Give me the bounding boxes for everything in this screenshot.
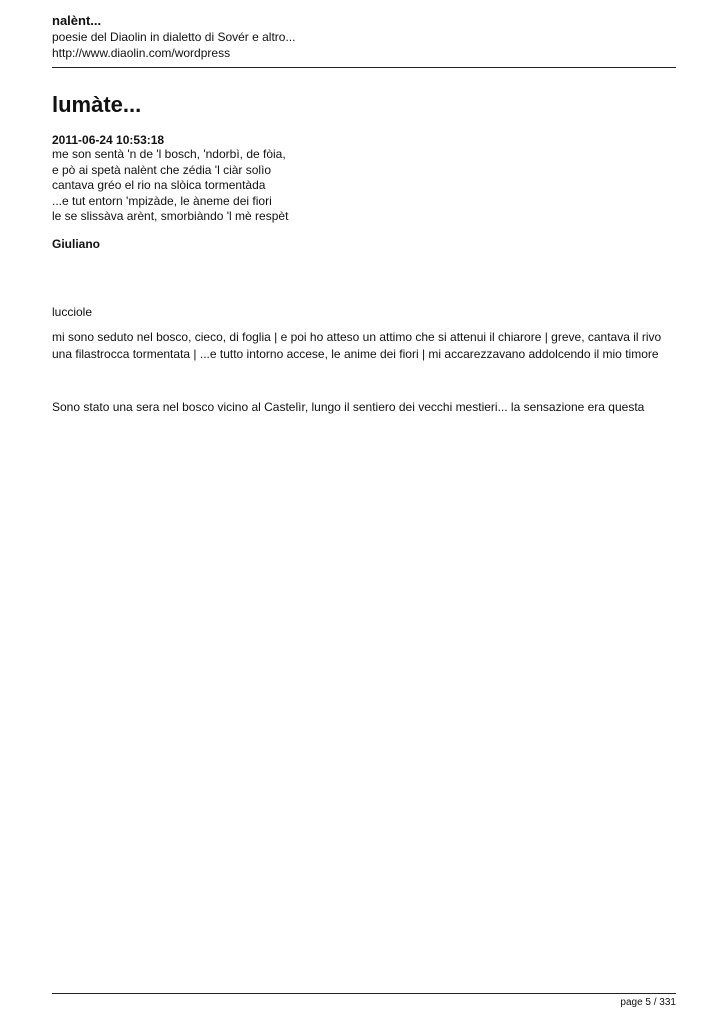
post-title: lumàte...: [52, 92, 142, 117]
translation-line: mi sono seduto nel bosco, cieco, di foglia | e poi ho atteso un attimo che si attenui il chiarore | greve, cantava il rivo: [52, 330, 662, 344]
poem-line: ...e tut entorn 'mpizàde, le àneme dei fiori: [52, 193, 272, 208]
translation-body: [52, 329, 682, 363]
footer-divider: [52, 993, 676, 994]
poem-body: [52, 147, 288, 225]
poem-line: le se slissàva arènt, smorbiàndo 'l mè respèt: [52, 209, 289, 224]
document-header: [52, 13, 676, 61]
author-note: Sono stato una sera nel bosco vicino al Castelìr, lungo il sentiero dei vecchi mestieri... la sensazione era questa: [52, 400, 645, 414]
poem-line: e pò ai spetà nalènt che zédia 'l ciàr solìo: [52, 162, 272, 177]
post-datetime: 2011-06-24 10:53:18: [52, 133, 165, 147]
header-divider: [52, 67, 676, 68]
poem-line: me son sentà 'n de 'l bosch, 'ndorbì, de fòia,: [52, 147, 286, 161]
site-title: nalènt...: [52, 13, 102, 28]
poem-line: cantava gréo el rio na slòica tormentàda: [52, 178, 266, 193]
post-author: Giuliano: [52, 237, 100, 251]
translation-title: lucciole: [52, 305, 93, 319]
site-subtitle: poesie del Diaolin in dialetto di Sovér e altro...: [52, 30, 296, 44]
translation-line: una filastrocca tormentata | ...e tutto intorno accese, le anime dei fiori | mi accarezzavano addolcendo il mio timore: [52, 347, 659, 361]
site-url: http://www.diaolin.com/wordpress: [52, 46, 231, 60]
page-number: page 5 / 331: [620, 997, 676, 1008]
